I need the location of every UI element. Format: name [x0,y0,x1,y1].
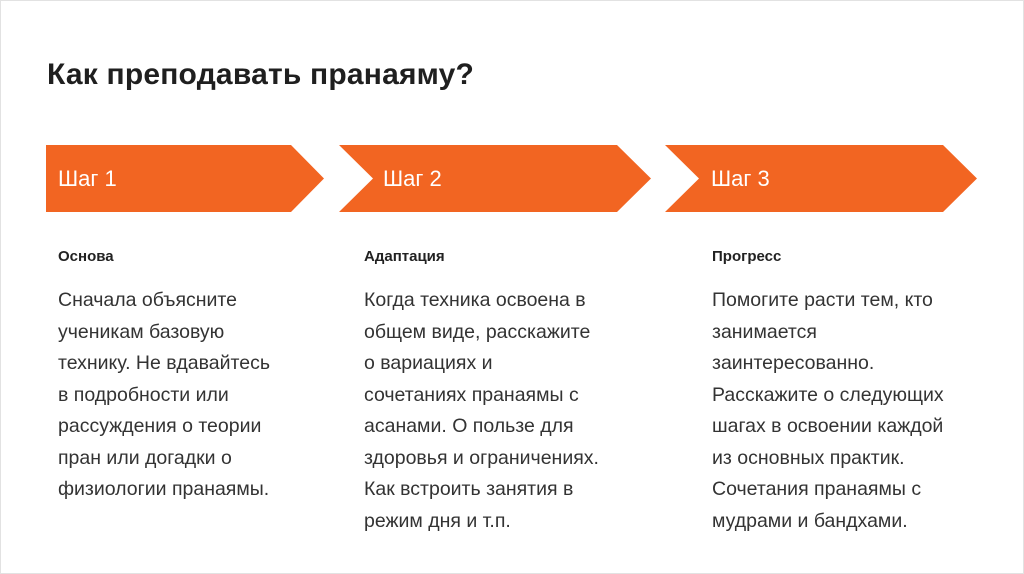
step-1-heading: Основа [58,248,114,265]
step-3-heading: Прогресс [712,248,782,265]
step-1-arrow [46,145,326,212]
step-2-arrow [339,145,654,212]
step-2-heading: Адаптация [364,248,445,265]
step-1-text: Сначала объясните ученикам базовую технику. Не вдавайтесь в подробности или рассуждения о теории пран или догадки о физиологии пранаямы. [58,289,270,500]
slide-title: Как преподавать пранаяму? [47,58,475,91]
step-3-label: Шаг 3 [711,166,770,191]
step-2-text: Когда техника освоена в общем виде, расскажите о вариациях и сочетаниях пранаямы с асанами. О пользе для здоровья и ограничениях. Как встроить занятия в режим дня и т.п. [364,289,599,532]
step-1-label: Шаг 1 [58,166,117,191]
step-3-text: Помогите расти тем, кто занимается заинтересованно. Расскажите о следующих шагах в освоении каждой из основных практик. Сочетания пранаямы с мудрами и бандхами. [712,289,944,532]
step-2-label: Шаг 2 [383,166,442,191]
step-3-arrow [665,145,980,212]
